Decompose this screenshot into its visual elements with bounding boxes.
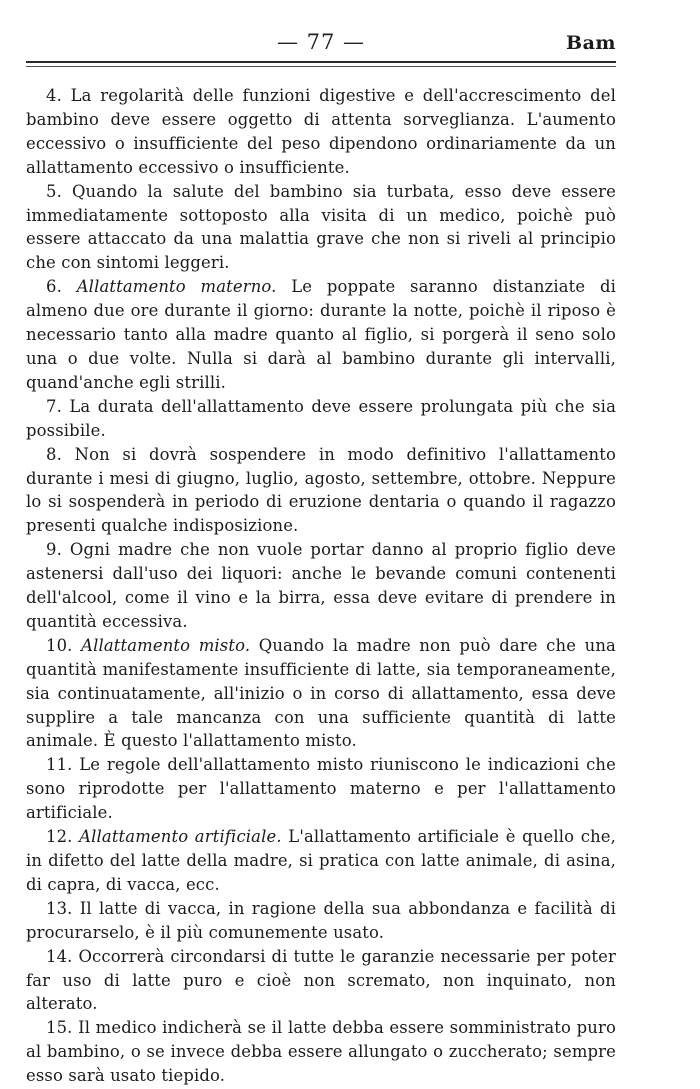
paragraph-text: La regolarità delle funzioni digestive e dell'accrescimento del bambino deve essere oggetto di attenta sorveglianza. L'aumento eccessivo o insufficiente del peso dipendono ordinariamente da un allattamento eccessivo o insufficiente. bbox=[26, 86, 616, 177]
paragraph-number: 7. bbox=[46, 396, 62, 416]
paragraph-13 bbox=[26, 897, 616, 945]
paragraph-title: Allattamento misto. bbox=[81, 635, 251, 655]
header-rule bbox=[26, 61, 616, 63]
paragraph-14 bbox=[26, 945, 616, 1017]
paragraph-11 bbox=[26, 753, 616, 825]
paragraph-number: 12. bbox=[46, 827, 73, 847]
page-header bbox=[26, 30, 616, 60]
paragraph-number: 13. bbox=[46, 898, 73, 918]
paragraph-text: L'allattamento artificiale è quello che, in difetto del latte della madre, si pratica con latte animale, di asina, di capra, di vacca, ecc. bbox=[26, 827, 616, 894]
paragraph-title: Allattamento materno. bbox=[76, 277, 277, 297]
paragraph-text: Le poppate saranno distanziate di almeno due ore durante il giorno: durante la notte, poichè il riposo è necessario tanto alla madre quanto al figlio, si porgerà il seno solo una o due volte. Nulla si darà al bambino durante gli intervalli, quand'anche egli strilli. bbox=[26, 277, 616, 392]
page-body bbox=[26, 84, 616, 1088]
paragraph-6 bbox=[26, 275, 616, 395]
paragraph-number: 14. bbox=[46, 946, 73, 966]
paragraph-number: 9. bbox=[46, 540, 62, 560]
paragraph-number: 11. bbox=[46, 755, 73, 775]
paragraph-number: 4. bbox=[46, 86, 62, 105]
paragraph-4 bbox=[26, 84, 616, 180]
paragraph-number: 5. bbox=[46, 181, 62, 201]
paragraph-text: Il latte di vacca, in ragione della sua abbondanza e facilità di procurarselo, è il più comunemente usato. bbox=[26, 898, 616, 942]
paragraph-text: Non si dovrà sospendere in modo definitivo l'allattamento durante i mesi di giugno, luglio, agosto, settembre, ottobre. Neppure lo si sospenderà in periodo di eruzione dentaria o quando il ragazzo presenti qualche indisposizione. bbox=[26, 444, 616, 536]
paragraph-7 bbox=[26, 395, 616, 443]
paragraph-text: Il medico indicherà se il latte debba essere somministrato puro al bambino, o se invece debba essere allungato o zuccherato; sempre esso sarà usato tiepido. bbox=[26, 1018, 616, 1086]
paragraph-8 bbox=[26, 443, 616, 539]
paragraph-text: La durata dell'allattamento deve essere prolungata più che sia possibile. bbox=[26, 396, 616, 440]
paragraph-9 bbox=[26, 538, 616, 634]
paragraph-number: 10. bbox=[46, 635, 73, 655]
paragraph-text: Quando la madre non può dare che una quantità manifestamente insufficiente di latte, sia temporaneamente, sia continuatamente, all'inizio o in corso di allattamento, essa deve supplire a tale mancanza con una sufficiente quantità di latte animale. È questo l'allattamento misto. bbox=[26, 635, 616, 751]
header-rule-secondary bbox=[26, 66, 616, 67]
paragraph-number: 8. bbox=[46, 444, 62, 464]
paragraph-10 bbox=[26, 634, 616, 754]
paragraph-12 bbox=[26, 825, 616, 897]
paragraph-text: Occorrerà circondarsi di tutte le garanzie necessarie per poter far uso di latte puro e cioè non scremato, non inquinato, non alterato. bbox=[26, 946, 616, 1014]
paragraph-text: Quando la salute del bambino sia turbata, esso deve essere immediatamente sottoposto alla visita di un medico, poichè può essere attaccato da una malattia grave che non si riveli al principio che con sintomi leggeri. bbox=[26, 181, 616, 273]
running-head: Bam bbox=[566, 32, 616, 54]
paragraph-text: Ogni madre che non vuole portar danno al proprio figlio deve astenersi dall'uso dei liquori: anche le bevande comuni contenenti dell'alcool, come il vino e la birra, essa deve evitare di prendere in quantità eccessiva. bbox=[26, 540, 616, 631]
paragraph-text: Le regole dell'allattamento misto riuniscono le indicazioni che sono riprodotte per l'allattamento materno e per l'allattamento artificiale. bbox=[26, 755, 616, 823]
paragraph-number: 15. bbox=[46, 1018, 73, 1038]
paragraph-15 bbox=[26, 1016, 616, 1088]
paragraph-5 bbox=[26, 180, 616, 276]
page-number: — 77 — bbox=[276, 30, 366, 54]
paragraph-number: 6. bbox=[46, 277, 62, 297]
paragraph-title: Allattamento artificiale. bbox=[79, 827, 282, 847]
